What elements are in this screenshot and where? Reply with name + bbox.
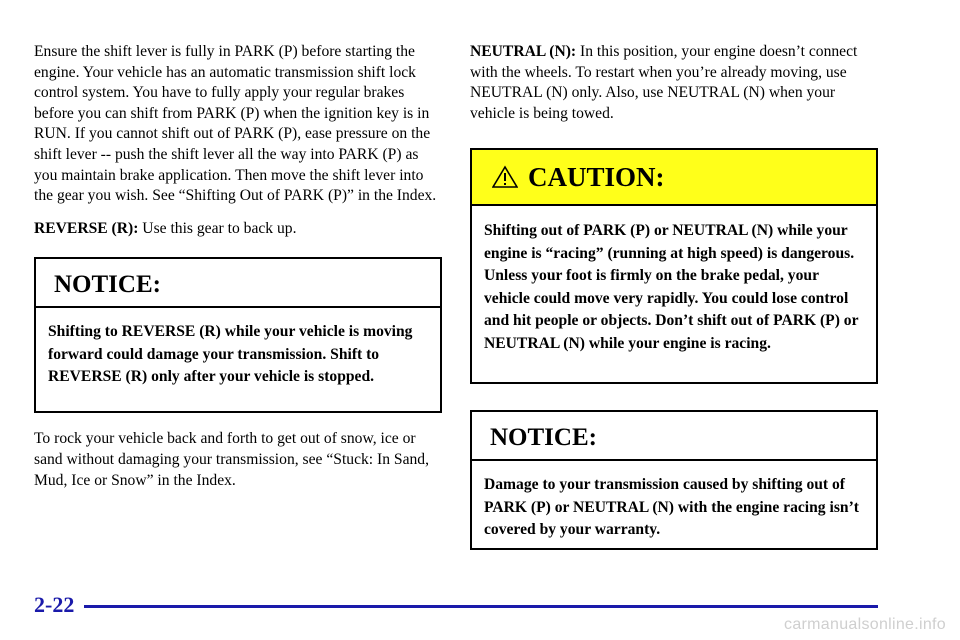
notice-body: Shifting to REVERSE (R) while your vehicle is moving forward could damage your transmission. Shift to REVERSE (R) only after your vehicle is stopped. [48,323,413,386]
reverse-description: Use this gear to back up. [138,219,297,237]
notice-title: NOTICE: [36,259,440,308]
neutral-description: In this position, your engine doesn’t connect with the wheels. To restart when you’re already moving, use NEUTRAL (N) only. Also, use NEUTRAL (N) when your vehicle is being towed. [470,43,858,122]
warning-triangle-icon [492,165,518,189]
right-column [470,42,878,550]
neutral-term: NEUTRAL (N): [470,43,577,60]
notice-box-warranty [470,410,878,550]
notice-box-reverse [34,257,442,413]
watermark: carmanualsonline.info [784,616,946,633]
footer-rule [84,605,878,608]
shift-lock-paragraph: Ensure the shift lever is fully in PARK (P) before starting the engine. Your vehicle has an automatic transmission shift lock control system. You have to fully apply your regular brakes before you can shift from PARK (P) when the ignition key is in RUN. If you cannot shift out of PARK (P), ease pressure on the shift lever -- push the shift lever all the way into PARK (P) as you maintain brake application. Then move the shift lever into the gear you wish. See “Shifting Out of PARK (P)” in the Index. [34,43,437,205]
neutral-paragraph [470,42,878,124]
caution-header [472,150,876,206]
page-number: 2-22 [34,592,75,617]
notice-body: Damage to your transmission caused by shifting out of PARK (P) or NEUTRAL (N) with the engine racing isn’t covered by your warranty. [484,476,859,539]
reverse-term: REVERSE (R): [34,219,139,237]
reverse-paragraph [34,219,442,240]
caution-box [470,148,878,384]
left-column [34,42,442,503]
notice-title: NOTICE: [472,412,876,461]
rock-vehicle-paragraph: To rock your vehicle back and forth to get out of snow, ice or sand without damaging your transmission, see “Stuck: In Sand, Mud, Ice or Snow” in the Index. [34,430,429,489]
caution-title: CAUTION: [528,161,665,192]
caution-body: Shifting out of PARK (P) or NEUTRAL (N) while your engine is “racing” (running at high speed) is dangerous. Unless your foot is firmly on the brake pedal, your vehicle could move very rapidly. You could lose control and hit people or objects. Don’t shift out of PARK (P) or NEUTRAL (N) while your engine is racing. [484,222,859,352]
